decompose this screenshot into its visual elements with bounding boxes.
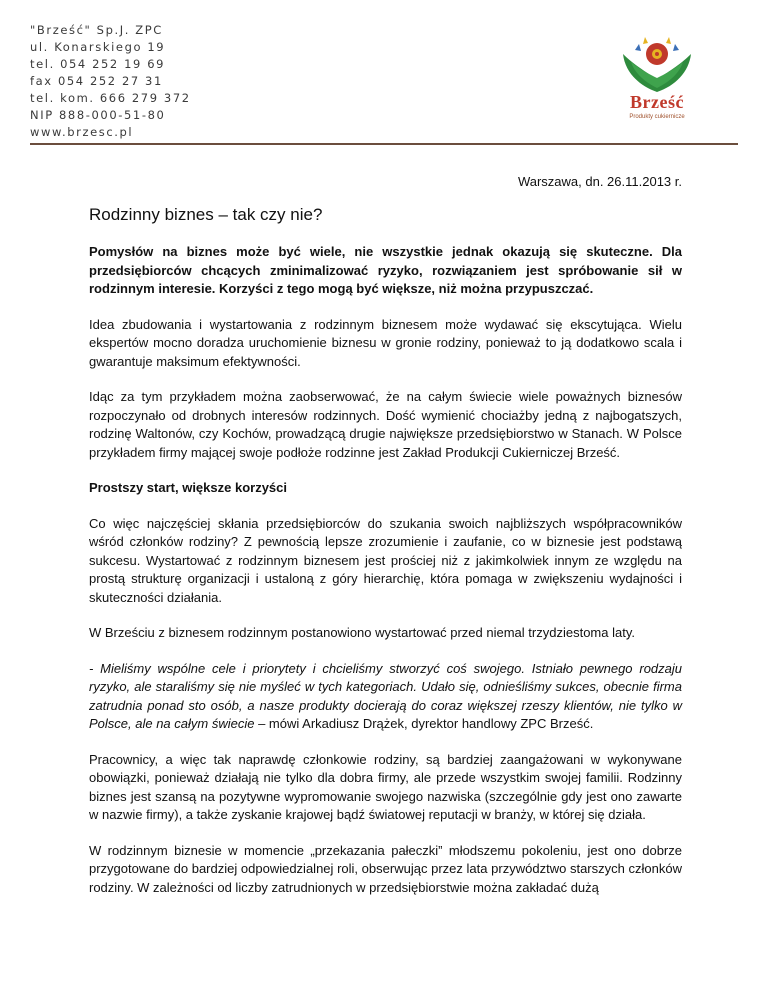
quote-text: - Mieliśmy wspólne cele i priorytety i chcieliśmy stworzyć coś swojego. Istniało pewnego rodzaju ryzyko, ale staraliśmy się nie myśleć w tych kategoriach. Udało się, odnieśliśmy sukces, obecnie firma zatrudnia ponad sto osób, a nasze produkty docierają do coraz większej rzeszy klientów, nie tylko w Polsce, ale na całym świecie — [89, 660, 682, 731]
paragraph-4: W Brześciu z biznesem rodzinnym postanowiono wystartować przed niemal trzydziestoma laty. — [89, 625, 635, 640]
logo-emblem-icon — [617, 32, 697, 96]
document-title: Rodzinny biznes – tak czy nie? — [89, 204, 323, 224]
paragraph-1: Idea zbudowania i wystartowania z rodzinnym biznesem może wydawać się ekscytująca. Wielu ekspertów mocno doradza uruchomienie biznesu w gronie rodziny, ponieważ to ją dodatkowo scala i gwarantuje maksimum efektywności. — [89, 316, 682, 369]
company-contact-block — [30, 22, 191, 141]
company-phone: tel. 054 252 19 69 — [30, 57, 166, 71]
company-nip: NIP 888-000-51-80 — [30, 108, 166, 122]
letterhead — [30, 22, 738, 140]
paragraph-3: Co więc najczęściej skłania przedsiębiorców do szukania swoich najbliższych współpracowników wśród członków rodziny? Z pewnością lepsze zrozumienie i zaufanie, co w biznesie jest podstawą sukcesu. Wystartować z rodzinnym biznesem jest prościej niż z jakimkolwiek innym ze względu na prostą strukturę organizacji i ustaloną z góry hierarchię, która pomaga w zwiększeniu wydajności i skuteczności działania. — [89, 515, 682, 605]
document-body — [89, 173, 682, 914]
letterhead-divider — [30, 143, 738, 145]
paragraph-2: Idąc za tym przykładem można zaobserwować, że na całym świecie wiele poważnych biznesów rozpoczynało od drobnych interesów rodzinnych. Dość wymienić chociażby jedną z najbogatszych, rodzinę Waltonów, czy Kochów, prowadzącą drugie największe przedsiębiorstwo w Stanach. W Polsce przykładem firmy mającej swoje podłoże rodzinne jest Zakład Produkcji Cukierniczej Brześć. — [89, 389, 682, 460]
company-name: "Brześć" Sp.J. ZPC — [30, 23, 163, 37]
company-address: ul. Konarskiego 19 — [30, 40, 166, 54]
document-date: Warszawa, dn. 26.11.2013 r. — [517, 174, 682, 189]
paragraph-5: Pracownicy, a więc tak naprawdę członkowie rodziny, są bardziej zaangażowani w wykonywane obowiązki, ponieważ działają nie tylko dla dobra firmy, ale przede wszystkim swojej familii. Rodzinny biznes jest szansą na pozytywne wypromowanie swojego nazwiska (szczególnie gdy jest ono zawarte w nazwie firmy), a także zyskanie krajowej bądź światowej reputacji w branży, w której się działa. — [89, 751, 682, 822]
company-website[interactable]: www.brzesc.pl — [30, 125, 134, 139]
quote-attribution: – mówi Arkadiusz Drążek, dyrektor handlowy ZPC Brześć. — [254, 716, 594, 731]
brand-logo — [605, 32, 709, 136]
section-subheading: Prostszy start, większe korzyści — [89, 480, 287, 495]
lead-paragraph: Pomysłów na biznes może być wiele, nie wszystkie jednak okazują się skuteczne. Dla przedsiębiorców chcących zminimalizować ryzyko, rozwiązaniem jest spróbowanie sił w rodzinnym interesie. Korzyści z tego mogą być większe, niż można przypuszczać. — [89, 244, 682, 296]
quote-paragraph — [89, 660, 682, 734]
brand-name: Brześć — [630, 92, 684, 112]
paragraph-6: W rodzinnym biznesie w momencie „przekazania pałeczki” młodszemu pokoleniu, jest ono dobrze przygotowane do bardziej odpowiedzialnej roli, obserwując przez lata przywództwo starszych członków rodziny. W zależności od liczby zatrudnionych w przedsiębiorstwie można zakładać dużą — [89, 842, 682, 895]
company-mobile: tel. kom. 666 279 372 — [30, 91, 191, 105]
brand-tagline: Produkty cukiernicze — [629, 114, 685, 120]
company-fax: fax 054 252 27 31 — [30, 74, 163, 88]
